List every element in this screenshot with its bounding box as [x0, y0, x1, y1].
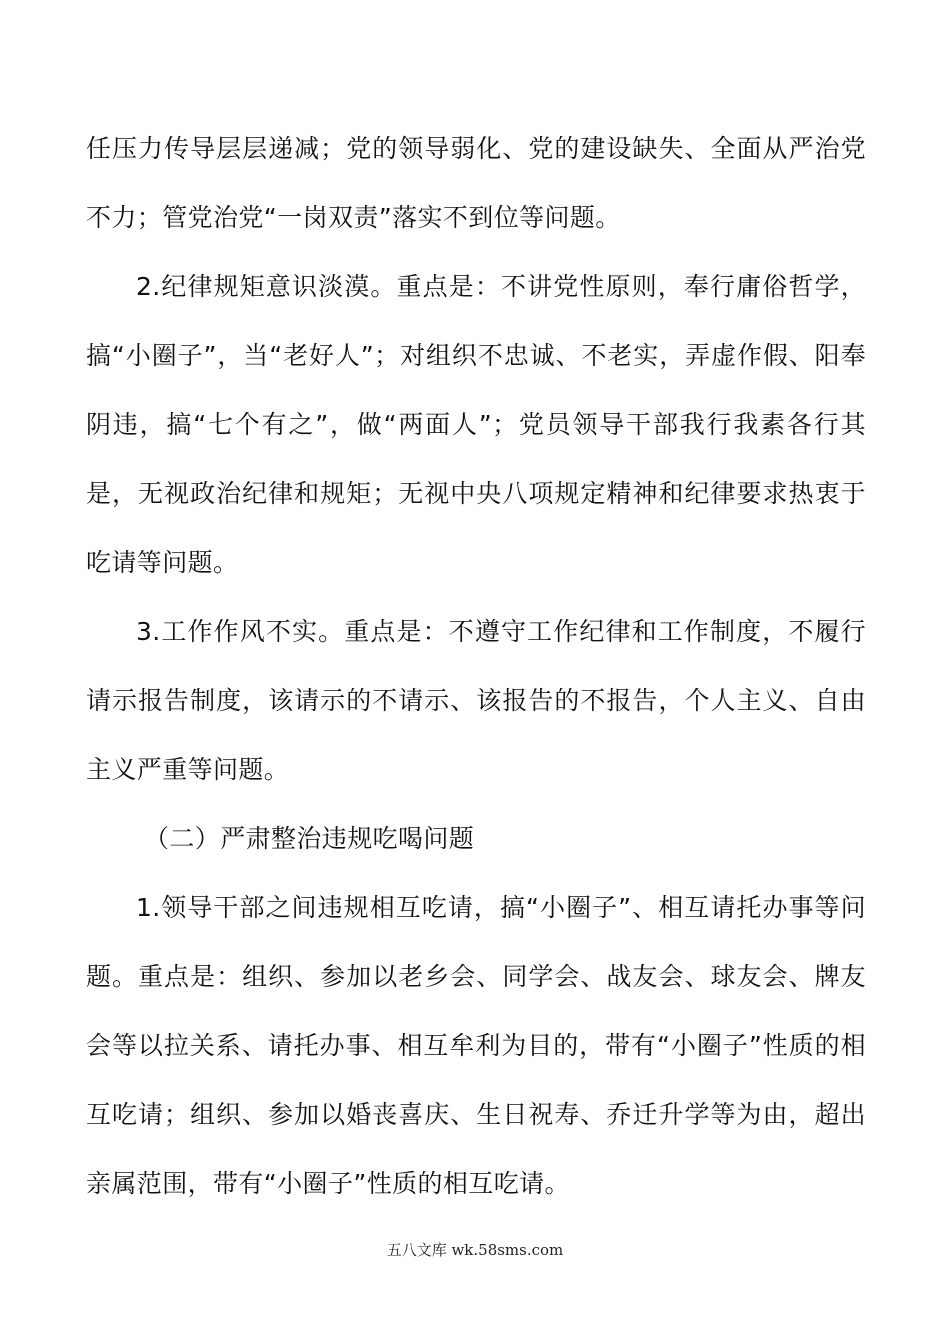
paragraph-continuation: 任压力传导层层递减；党的领导弱化、党的建设缺失、全面从严治党不力；管党治党“一岗双责”落实不到位等问题。	[86, 134, 866, 232]
document-body	[86, 114, 866, 1218]
paragraph-item-1: 1.领导干部之间违规相互吃请，搞“小圈子”、相互请托办事等问题。重点是：组织、参加以老乡会、同学会、战友会、球友会、牌友会等以拉关系、请托办事、相互牟利为目的，带有“小圈子”性质的相互吃请；组织、参加以婚丧喜庆、生日祝寿、乔迁升学等为由，超出亲属范围，带有“小圈子”性质的相互吃请。	[86, 893, 866, 1198]
paragraph-item-3: 3.工作作风不实。重点是：不遵守工作纪律和工作制度，不履行请示报告制度，该请示的不请示、该报告的不报告，个人主义、自由主义严重等问题。	[86, 617, 866, 784]
footer-watermark: 五八文库 wk.58sms.com	[386, 1241, 564, 1259]
section-heading: （二）严肃整治违规吃喝问题	[144, 824, 475, 853]
paragraph-item-2: 2.纪律规矩意识淡漠。重点是：不讲党性原则，奉行庸俗哲学，搞“小圈子”，当“老好人”；对组织不忠诚、不老实，弄虚作假、阳奉阴违，搞“七个有之”，做“两面人”；党员领导干部我行我素各行其是，无视政治纪律和规矩；无视中央八项规定精神和纪律要求热衷于吃请等问题。	[86, 272, 866, 577]
